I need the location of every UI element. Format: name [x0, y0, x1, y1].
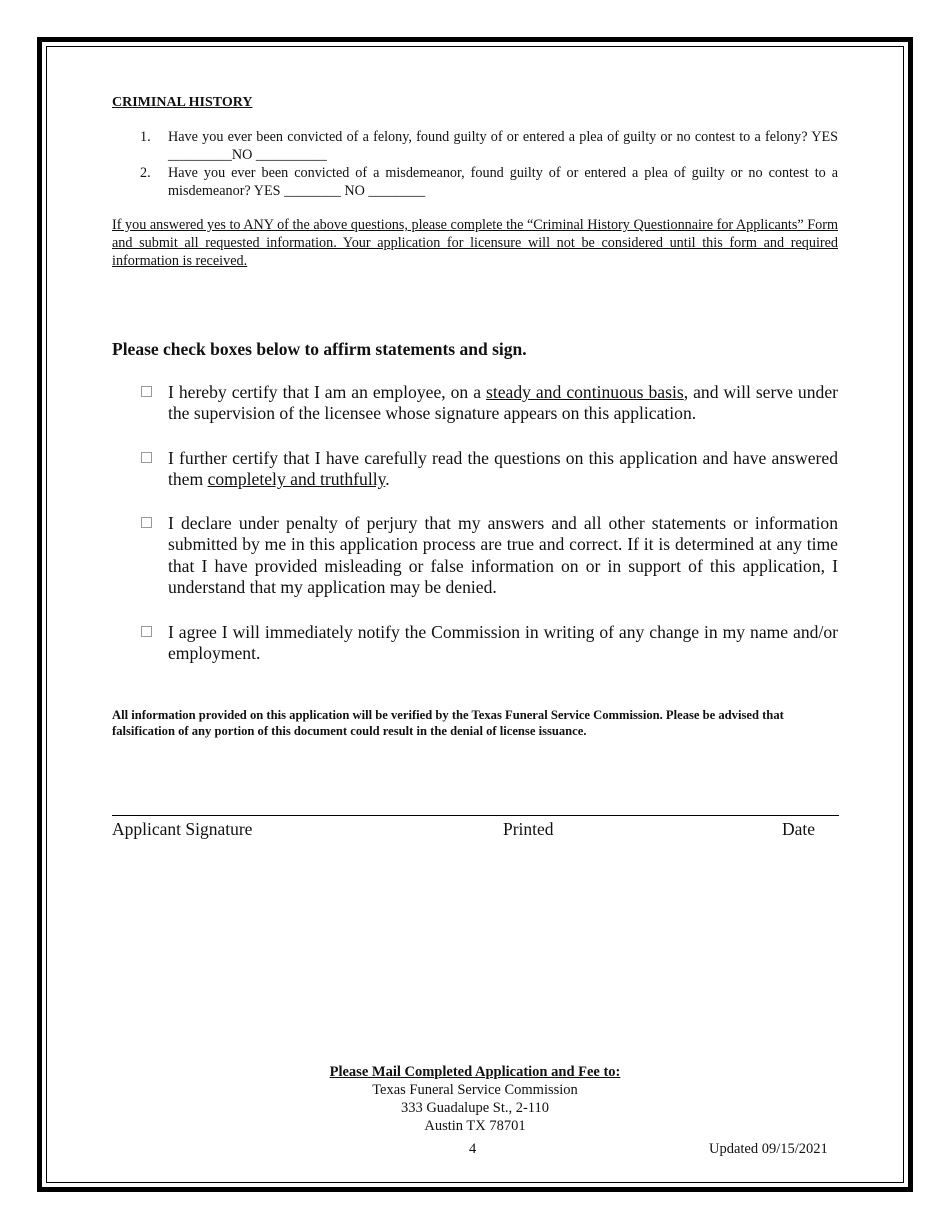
signature-line[interactable]: [112, 815, 839, 816]
question-number: 1.: [140, 129, 151, 145]
page-number: 4: [469, 1141, 477, 1157]
affirm-statement-text: I hereby certify that I am an employee, on a steady and continuous basis, and will serve under the supervision of the licensee whose signature appears on this application.: [168, 382, 838, 424]
updated-date: Updated 09/15/2021: [709, 1141, 828, 1157]
affirm-statement-text: I further certify that I have carefully read the questions on this application and have answered them completely and truthfully.: [168, 448, 838, 490]
page-border: [37, 37, 913, 1192]
applicant-signature-label: Applicant Signature: [112, 819, 253, 839]
printed-label: Printed: [503, 819, 554, 839]
affirm-checkbox[interactable]: [141, 386, 152, 397]
affirm-statement: [140, 382, 838, 425]
affirm-checkbox[interactable]: [141, 452, 152, 463]
mail-street: 333 Guadalupe St., 2-110: [400, 1100, 550, 1116]
date-label: Date: [782, 819, 816, 839]
affirm-checkbox[interactable]: [141, 517, 152, 528]
affirm-statement: [140, 513, 838, 598]
affirm-heading: Please check boxes below to affirm statements and sign.: [112, 339, 527, 359]
question-item: [140, 164, 838, 200]
question-number: 2.: [140, 165, 151, 181]
affirm-checkbox[interactable]: [141, 626, 152, 637]
affirm-statement: [140, 448, 838, 491]
verification-warning: All information provided on this application will be verified by the Texas Funeral Service Commission. Please be advised that falsification of any portion of this document could result in the denial of license issuance.: [112, 708, 784, 738]
criminal-history-notice: If you answered yes to ANY of the above questions, please complete the “Criminal History Questionnaire for Applicants” Form and submit all requested information. Your application for licensure will not be considered until this form and required information is received.: [112, 217, 838, 269]
affirm-statement-text: I declare under penalty of perjury that my answers and all other statements or information submitted by me in this application process are true and correct. If it is determined at any time that I have provided misleading or false information on or in support of this application, I understand that my application may be denied.: [168, 513, 838, 597]
question-text: Have you ever been convicted of a felony, found guilty of or entered a plea of guilty or no contest to a felony? YES _________NO __________: [168, 129, 838, 163]
mail-title: Please Mail Completed Application and Fee to:: [329, 1064, 621, 1080]
question-text: Have you ever been convicted of a misdemeanor, found guilty of or entered a plea of guilty or no contest to a misdemeanor? YES ________ NO ________: [168, 165, 838, 199]
affirm-statement: [140, 622, 838, 665]
affirm-statement-text: I agree I will immediately notify the Commission in writing of any change in my name and/or employment.: [168, 622, 838, 664]
question-item: [140, 128, 838, 164]
mail-city: Austin TX 78701: [424, 1118, 526, 1134]
mail-org: Texas Funeral Service Commission: [372, 1082, 578, 1098]
criminal-history-title: CRIMINAL HISTORY: [112, 95, 253, 110]
